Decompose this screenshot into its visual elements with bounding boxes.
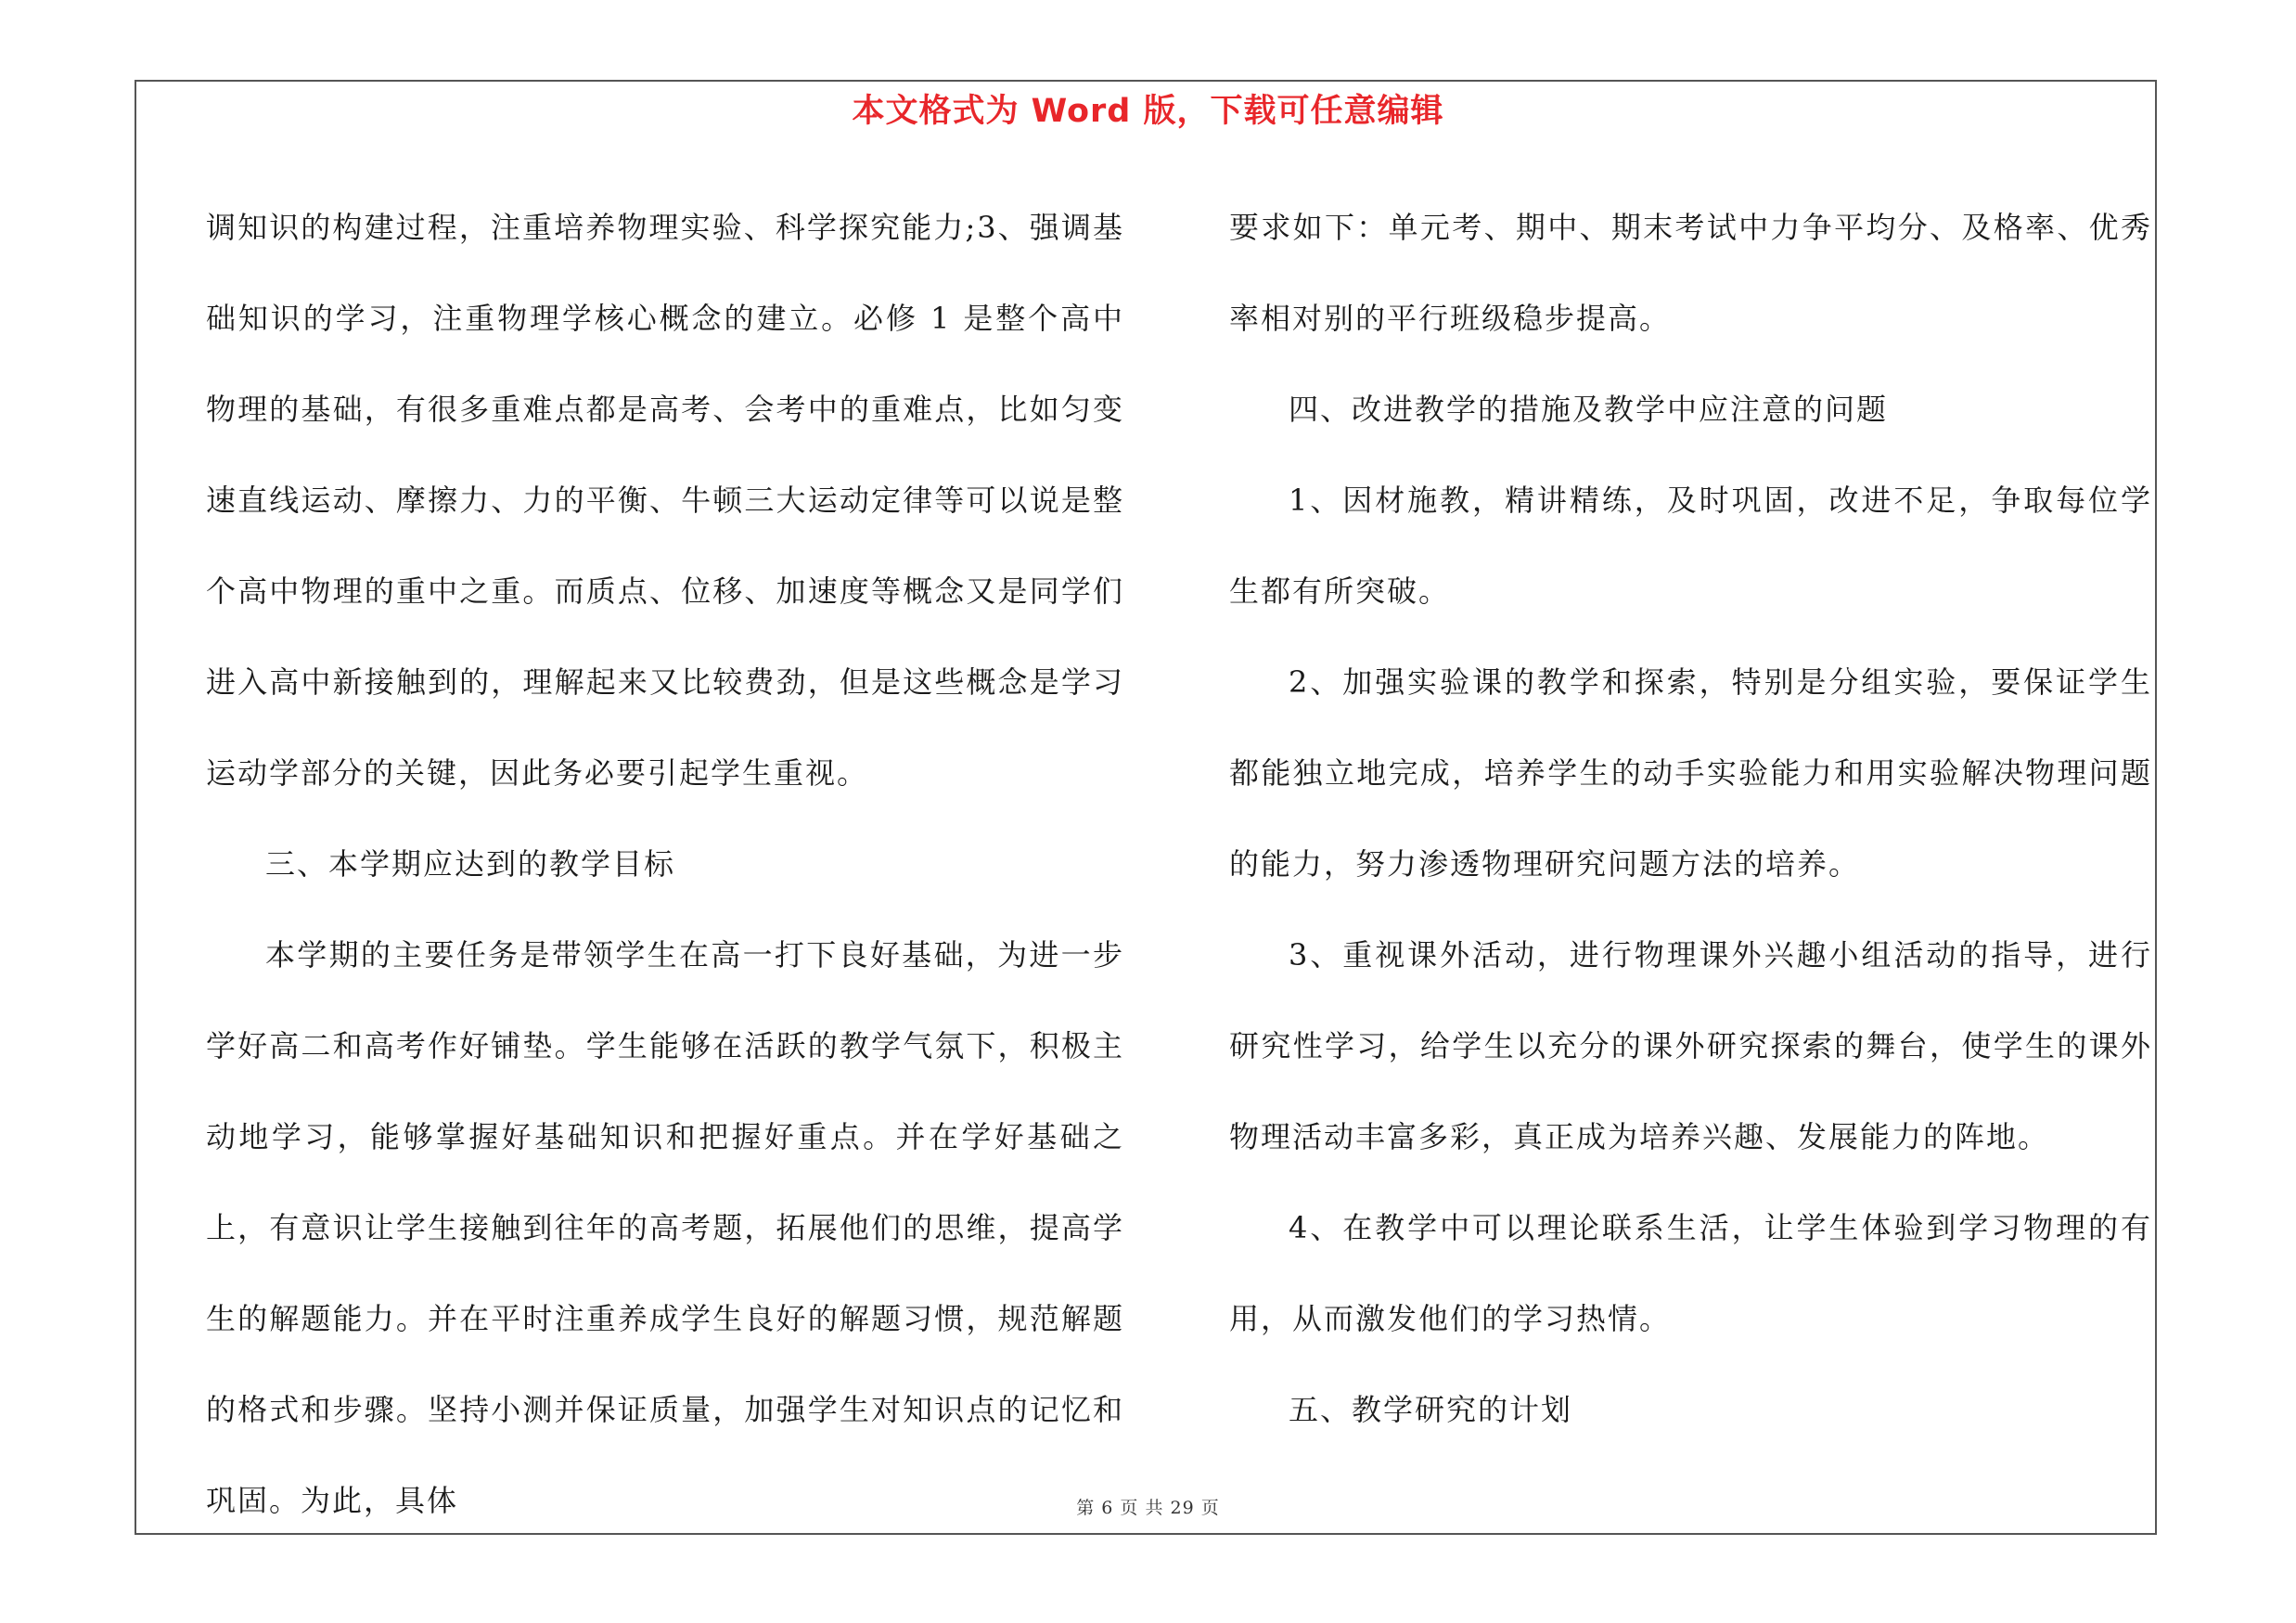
word-format-banner: 本文格式为 Word 版，下载可任意编辑 xyxy=(852,93,1444,130)
paragraph-teaching-goals: 本学期的主要任务是带领学生在高一打下良好基础，为进一步学好高二和高考作好铺垫。学生能够在活跃的教学气氛下，积极主动地学习，能够掌握好基础知识和把握好重点。并在学好基础之上，有意识让学生接触到往年的高考题，拓展他们的思维，提高学生的解题能力。并在平时注重养成学生良好的解题习惯，规范解题的格式和步骤。坚持小测并保证质量，加强学生对知识点的记忆和巩固。为此，具体 xyxy=(206,937,1124,1518)
section-heading-5: 五、教学研究的计划 xyxy=(1289,1392,1573,1427)
page-number-footer: 第 6 页 共 29 页 xyxy=(1076,1498,1220,1518)
section-heading-3: 三、本学期应达到的教学目标 xyxy=(265,846,676,882)
list-item-3: 3、重视课外活动，进行物理课外兴趣小组活动的指导，进行研究性学习，给学生以充分的课外研究探索的舞台，使学生的课外物理活动丰富多彩，真正成为培养兴趣、发展能力的阵地。 xyxy=(1229,937,2152,1154)
list-item-2: 2、加强实验课的教学和探索，特别是分组实验，要保证学生都能独立地完成，培养学生的动手实验能力和用实验解决物理问题的能力，努力渗透物理研究问题方法的培养。 xyxy=(1229,664,2152,882)
right-column xyxy=(1229,182,2152,1455)
section-heading-4: 四、改进教学的措施及教学中应注意的问题 xyxy=(1289,392,1889,427)
paragraph-continuation: 调知识的构建过程，注重培养物理实验、科学探究能力;3、强调基础知识的学习，注重物理学核心概念的建立。必修 1 是整个高中物理的基础，有很多重难点都是高考、会考中的重难点，比如匀变速直线运动、摩擦力、力的平衡、牛顿三大运动定律等可以说是整个高中物理的重中之重。而质点、位移、加速度等概念又是同学们进入高中新接触到的，理解起来又比较费劲，但是这些概念是学习运动学部分的关键，因此务必要引起学生重视。 xyxy=(206,210,1124,791)
list-item-4: 4、在教学中可以理论联系生活，让学生体验到学习物理的有用，从而激发他们的学习热情。 xyxy=(1229,1210,2152,1336)
left-column xyxy=(206,182,1124,1546)
list-item-1: 1、因材施教，精讲精练，及时巩固，改进不足，争取每位学生都有所突破。 xyxy=(1229,483,2152,609)
paragraph-requirements: 要求如下：单元考、期中、期末考试中力争平均分、及格率、优秀率相对别的平行班级稳步提高。 xyxy=(1229,210,2152,336)
